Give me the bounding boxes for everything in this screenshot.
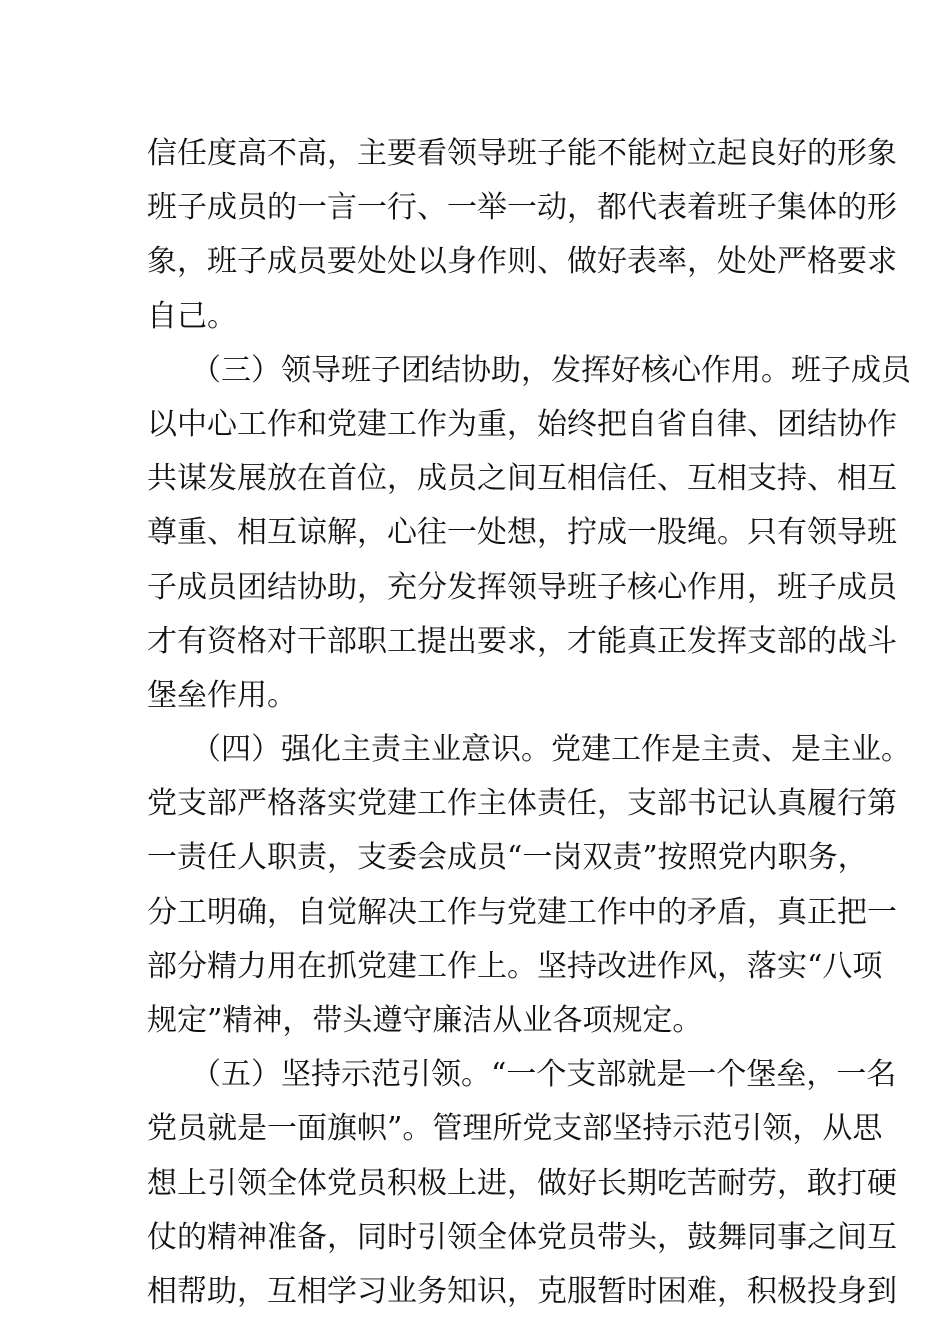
text-line: 信任度高不高，主要看领导班子能不能树立起良好的形象 — [147, 136, 897, 171]
text-line: 共谋发展放在首位，成员之间互相信任、互相支持、相互 — [147, 461, 897, 497]
document-body — [147, 127, 911, 1319]
text-line: 部分精力用在抓党建工作上。坚持改进作风，落实“八项 — [147, 948, 883, 984]
text-line: 才有资格对干部职工提出要求，才能真正发挥支部的战斗 — [147, 623, 897, 659]
section-heading-line: （五）坚持示范引领。“一个支部就是一个堡垒，一名 — [191, 1057, 897, 1093]
text-line: 尊重、相互谅解，心往一处想，拧成一股绳。只有领导班 — [147, 515, 897, 551]
text-line: 堡垒作用。 — [147, 677, 297, 713]
text-line: 子成员团结协助，充分发挥领导班子核心作用，班子成员 — [147, 569, 897, 605]
text-line: 相帮助，互相学习业务知识，克服暂时困难，积极投身到 — [147, 1273, 897, 1309]
text-line: 以中心工作和党建工作为重，始终把自省自律、团结协作 — [147, 406, 897, 442]
text-line: 党支部严格落实党建工作主体责任，支部书记认真履行第 — [147, 786, 897, 822]
section-heading-line: （三）领导班子团结协助，发挥好核心作用。班子成员 — [191, 352, 911, 388]
text-line: 党员就是一面旗帜”。管理所党支部坚持示范引领，从思 — [147, 1111, 883, 1147]
text-line: 象，班子成员要处处以身作则、做好表率，处处严格要求 — [147, 244, 897, 280]
section-heading-line: （四）强化主责主业意识。党建工作是主责、是主业。 — [191, 732, 911, 768]
text-line: 班子成员的一言一行、一举一动，都代表着班子集体的形 — [147, 190, 897, 226]
text-line: 想上引领全体党员积极上进，做好长期吃苦耐劳，敢打硬 — [147, 1165, 897, 1201]
text-line: 分工明确，自觉解决工作与党建工作中的矛盾，真正把一 — [147, 894, 897, 930]
text-line: 规定”精神，带头遵守廉洁从业各项规定。 — [147, 1003, 703, 1038]
text-line: 自己。 — [147, 298, 237, 334]
text-line: 仗的精神准备，同时引领全体党员带头，鼓舞同事之间互 — [147, 1219, 897, 1255]
text-line: 一责任人职责，支委会成员“一岗双责”按照党内职务， — [147, 840, 868, 876]
